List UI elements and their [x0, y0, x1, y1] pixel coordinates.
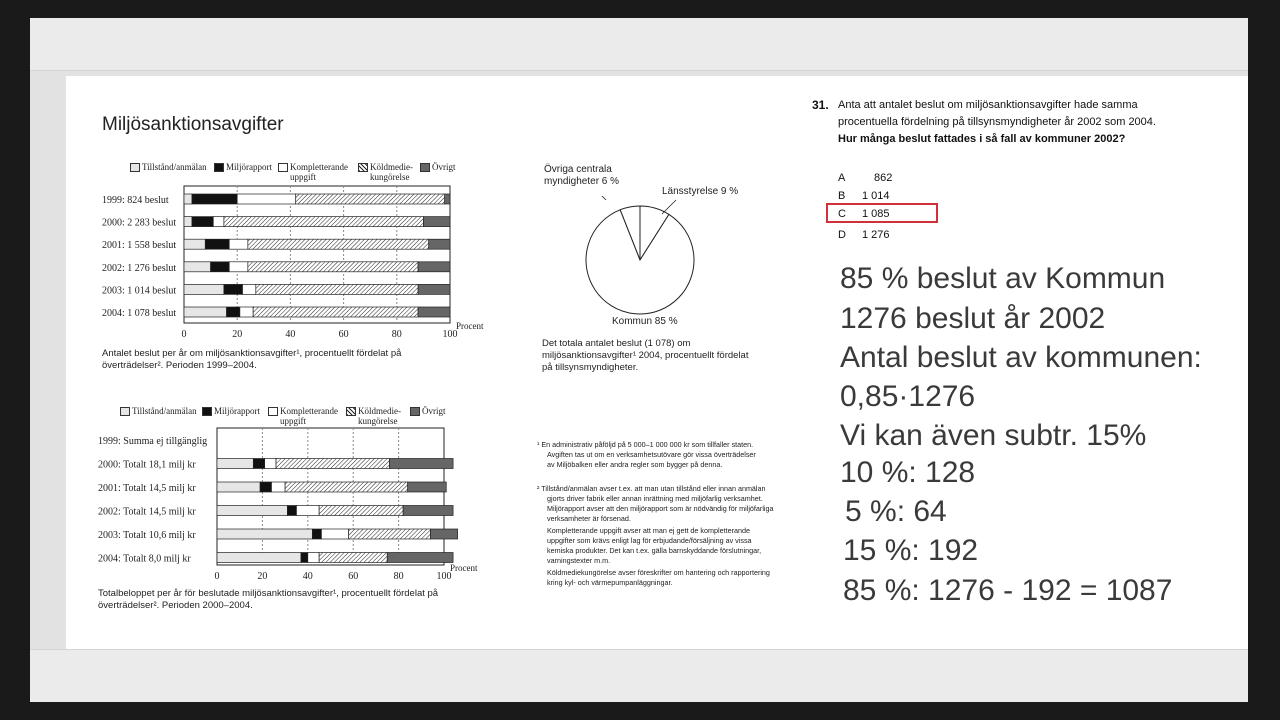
scanned-exam-page	[80, 96, 828, 626]
footnote-2i: Köldmediekungörelse avser föreskrifter om hantering och rapportering	[547, 568, 770, 577]
legend-label: Tillstånd/anmälan	[132, 406, 197, 416]
pie-leader-line	[662, 200, 676, 214]
bar-segment	[237, 194, 296, 204]
pie-label-kommun: Kommun 85 %	[612, 316, 678, 327]
bar-segment	[296, 194, 445, 204]
bar-segment	[349, 529, 431, 539]
bar-segment	[423, 217, 450, 227]
option-value-d: 1 276	[862, 229, 890, 241]
bar-segment	[296, 506, 319, 516]
tick-label: 0	[181, 329, 187, 340]
option-letter-c: C	[838, 208, 846, 220]
bar-segment	[184, 194, 192, 204]
work-line-9: 85 %: 1276 - 192 = 1087	[843, 574, 1173, 607]
tick-label: 0	[214, 571, 220, 582]
question-number: 31.	[812, 98, 829, 112]
bar-segment	[192, 217, 213, 227]
footnote-2a: ² Tillstånd/anmälan avser t.ex. att man utan tillstånd eller innan anmälan	[537, 484, 766, 493]
bar-segment	[217, 482, 260, 492]
work-line-7: 5 %: 64	[845, 495, 947, 528]
legend-label: Övrigt	[422, 406, 446, 416]
bar-segment	[256, 284, 418, 294]
footnote-2j: kring kyl- och värmepumpanläggningar.	[547, 578, 673, 587]
bar-segment	[321, 529, 348, 539]
legend-swatch	[420, 163, 430, 172]
category-label: 2002: 1 276 beslut	[102, 262, 177, 274]
bar-segment	[205, 239, 229, 249]
bar-segment	[248, 262, 418, 272]
bar-segment	[184, 307, 227, 317]
tick-label: 20	[257, 571, 268, 582]
option-value-a: 862	[874, 172, 893, 184]
bar-segment	[312, 529, 321, 539]
option-letter-b: B	[838, 190, 846, 202]
legend-label: Tillstånd/anmälan	[142, 162, 207, 172]
legend-swatch	[410, 407, 420, 416]
legend-swatch	[130, 163, 140, 172]
option-letter-d: D	[838, 229, 846, 241]
bar-segment	[287, 506, 296, 516]
legend-label: Miljörapport	[226, 162, 272, 172]
plot-frame	[217, 428, 444, 565]
legend-label: Kompletterande uppgift	[280, 406, 338, 426]
bar-segment	[184, 239, 205, 249]
bar-segment	[184, 262, 211, 272]
legend-label: Kompletterande uppgift	[290, 162, 348, 182]
pie-leader-line	[600, 196, 606, 200]
footnote-2f: uppgifter som krävs enligt lag för erbjudande/försäljning av vissa	[547, 536, 752, 545]
bar-segment	[217, 506, 287, 516]
bar-segment	[217, 459, 253, 469]
bar-segment	[243, 284, 256, 294]
bar-segment	[213, 217, 224, 227]
bar-segment	[260, 482, 271, 492]
chart2-caption: Totalbeloppet per år för beslutade miljösanktionsavgifter¹, procentuellt fördelat på överträdelser². Perioden 2000–2004.	[98, 588, 439, 611]
bar-segment	[224, 284, 243, 294]
tick-label: 60	[348, 571, 359, 582]
bar-segment	[217, 529, 312, 539]
chart1-caption: Antalet beslut per år om miljösanktionsavgifter¹, procentuellt fördelat på överträdelser². Perioden 1999–2004.	[102, 348, 402, 371]
bar-segment	[308, 553, 319, 563]
legend-label: Miljörapport	[214, 406, 260, 416]
tick-label: 80	[393, 571, 404, 582]
option-value-c: 1 085	[862, 208, 890, 220]
bottom-bar	[30, 649, 1248, 702]
footnote-2e: Kompletterande uppgift avser att man ej gett de kompletterande	[547, 526, 750, 535]
bar-segment	[184, 217, 192, 227]
question-line-1: Anta att antalet beslut om miljösanktionsavgifter hade samma	[838, 99, 1138, 111]
work-line-6: 10 %: 128	[840, 456, 976, 489]
bar-segment	[418, 307, 450, 317]
category-label: 2001: Totalt 14,5 milj kr	[98, 483, 196, 494]
footnote-2g: kemiska produkter. Det kan t.ex. gälla barnskyddande förslutningar,	[547, 546, 762, 555]
legend-label: Övrigt	[432, 162, 456, 172]
axis-unit-label: Procent	[456, 321, 484, 331]
pie-label-lansstyrelse: Länsstyrelse 9 %	[662, 186, 739, 197]
category-label: 1999: Summa ej tillgänglig	[98, 436, 208, 447]
pie-caption: Det totala antalet beslut (1 078) om miljösanktionsavgifter¹ 2004, procentuellt fördelat på tillsynsmyndigheter.	[542, 338, 749, 373]
option-letter-a: A	[838, 172, 846, 184]
bar-segment	[229, 262, 248, 272]
work-line-4: 0,85·1276	[840, 380, 976, 413]
pie-label-other: Övriga centrala myndigheter 6 %	[544, 164, 620, 187]
category-label: 2000: 2 283 beslut	[102, 217, 177, 229]
category-label: 2000: Totalt 18,1 milj kr	[98, 459, 196, 471]
work-line-5: Vi kan även subtr. 15%	[840, 419, 1147, 452]
bar-segment	[418, 284, 450, 294]
bar-segment	[319, 553, 387, 563]
bar-segment	[418, 262, 450, 272]
work-line-3: Antal beslut av kommunen:	[840, 341, 1202, 374]
chart-amount-by-violation	[80, 426, 500, 588]
bar-segment	[390, 459, 454, 469]
category-label: 1999: 824 beslut	[102, 195, 169, 206]
footnote-2d: verksamheter är försenad.	[547, 514, 631, 523]
bar-segment	[240, 307, 253, 317]
bar-segment	[217, 553, 301, 563]
category-label: 2003: Totalt 10,6 milj kr	[98, 530, 196, 541]
bar-segment	[211, 262, 230, 272]
bar-segment	[403, 506, 453, 516]
bar-segment	[285, 482, 408, 492]
work-line-1: 85 % beslut av Kommun	[840, 262, 1166, 295]
chart-decisions-by-violation	[80, 184, 500, 354]
tick-label: 60	[338, 329, 349, 340]
footnote-2b: gjorts driver fabrik eller annan inrättning med miljöfarlig verksamhet.	[547, 494, 763, 503]
legend-swatch	[214, 163, 224, 172]
legend-label: Köldmedie-kungörelse	[358, 406, 401, 426]
legend-swatch	[278, 163, 288, 172]
category-label: 2001: 1 558 beslut	[102, 240, 177, 252]
footnote-2h: varningstexter m.m.	[547, 556, 611, 565]
footnote-1c: av Miljöbalken eller andra regler som bygger på denna.	[547, 460, 723, 469]
top-bar	[30, 18, 1248, 71]
tick-label: 80	[391, 329, 402, 340]
legend-swatch	[120, 407, 130, 416]
bar-segment	[430, 529, 457, 539]
question-line-3: Hur många beslut fattades i så fall av kommuner 2002?	[838, 133, 1126, 145]
plot-frame	[184, 186, 450, 323]
legend-swatch	[346, 407, 356, 416]
bar-segment	[429, 239, 450, 249]
pie-chart-authorities	[580, 196, 700, 320]
bar-segment	[265, 459, 276, 469]
bar-segment	[271, 482, 285, 492]
tick-label: 100	[436, 571, 452, 582]
bar-segment	[229, 239, 248, 249]
bar-segment	[224, 217, 424, 227]
bar-segment	[319, 506, 403, 516]
category-label: 2004: Totalt 8,0 milj kr	[98, 553, 191, 565]
bar-segment	[227, 307, 240, 317]
bar-segment	[408, 482, 447, 492]
footnote-1a: ¹ En administrativ påföljd på 5 000–1 000 000 kr som tillfaller staten.	[537, 440, 754, 449]
question-box	[812, 96, 1212, 256]
footnote-2c: Miljörapport avser att den miljörapport som är nödvändig för miljöfarliga	[547, 504, 774, 513]
tick-label: 40	[285, 329, 296, 340]
work-line-2: 1276 beslut år 2002	[840, 302, 1106, 335]
bar-segment	[184, 284, 224, 294]
bar-segment	[248, 239, 429, 249]
footnote-1b: Avgiften tas ut om en verksamhetsutövare gör vissa överträdelser	[547, 450, 756, 459]
legend-swatch	[358, 163, 368, 172]
bar-segment	[253, 459, 264, 469]
category-label: 2003: 1 014 beslut	[102, 285, 177, 297]
tick-label: 100	[442, 329, 458, 340]
work-line-8: 15 %: 192	[843, 534, 979, 567]
bar-segment	[301, 553, 308, 563]
legend-swatch	[268, 407, 278, 416]
bar-segment	[387, 553, 453, 563]
tick-label: 20	[232, 329, 243, 340]
bar-segment	[192, 194, 237, 204]
page-title: Miljösanktionsavgifter	[102, 114, 284, 135]
bar-segment	[253, 307, 418, 317]
axis-unit-label: Procent	[450, 563, 478, 573]
category-label: 2002: Totalt 14,5 milj kr	[98, 506, 196, 518]
option-value-b: 1 014	[862, 190, 890, 202]
bar-segment	[445, 194, 450, 204]
bar-segment	[276, 459, 390, 469]
category-label: 2004: 1 078 beslut	[102, 308, 177, 319]
tick-label: 40	[302, 571, 313, 582]
legend-label: Köldmedie-kungörelse	[370, 162, 413, 182]
legend-swatch	[202, 407, 212, 416]
question-line-2: procentuella fördelning på tillsynsmyndigheter år 2002 som 2004.	[838, 116, 1156, 128]
